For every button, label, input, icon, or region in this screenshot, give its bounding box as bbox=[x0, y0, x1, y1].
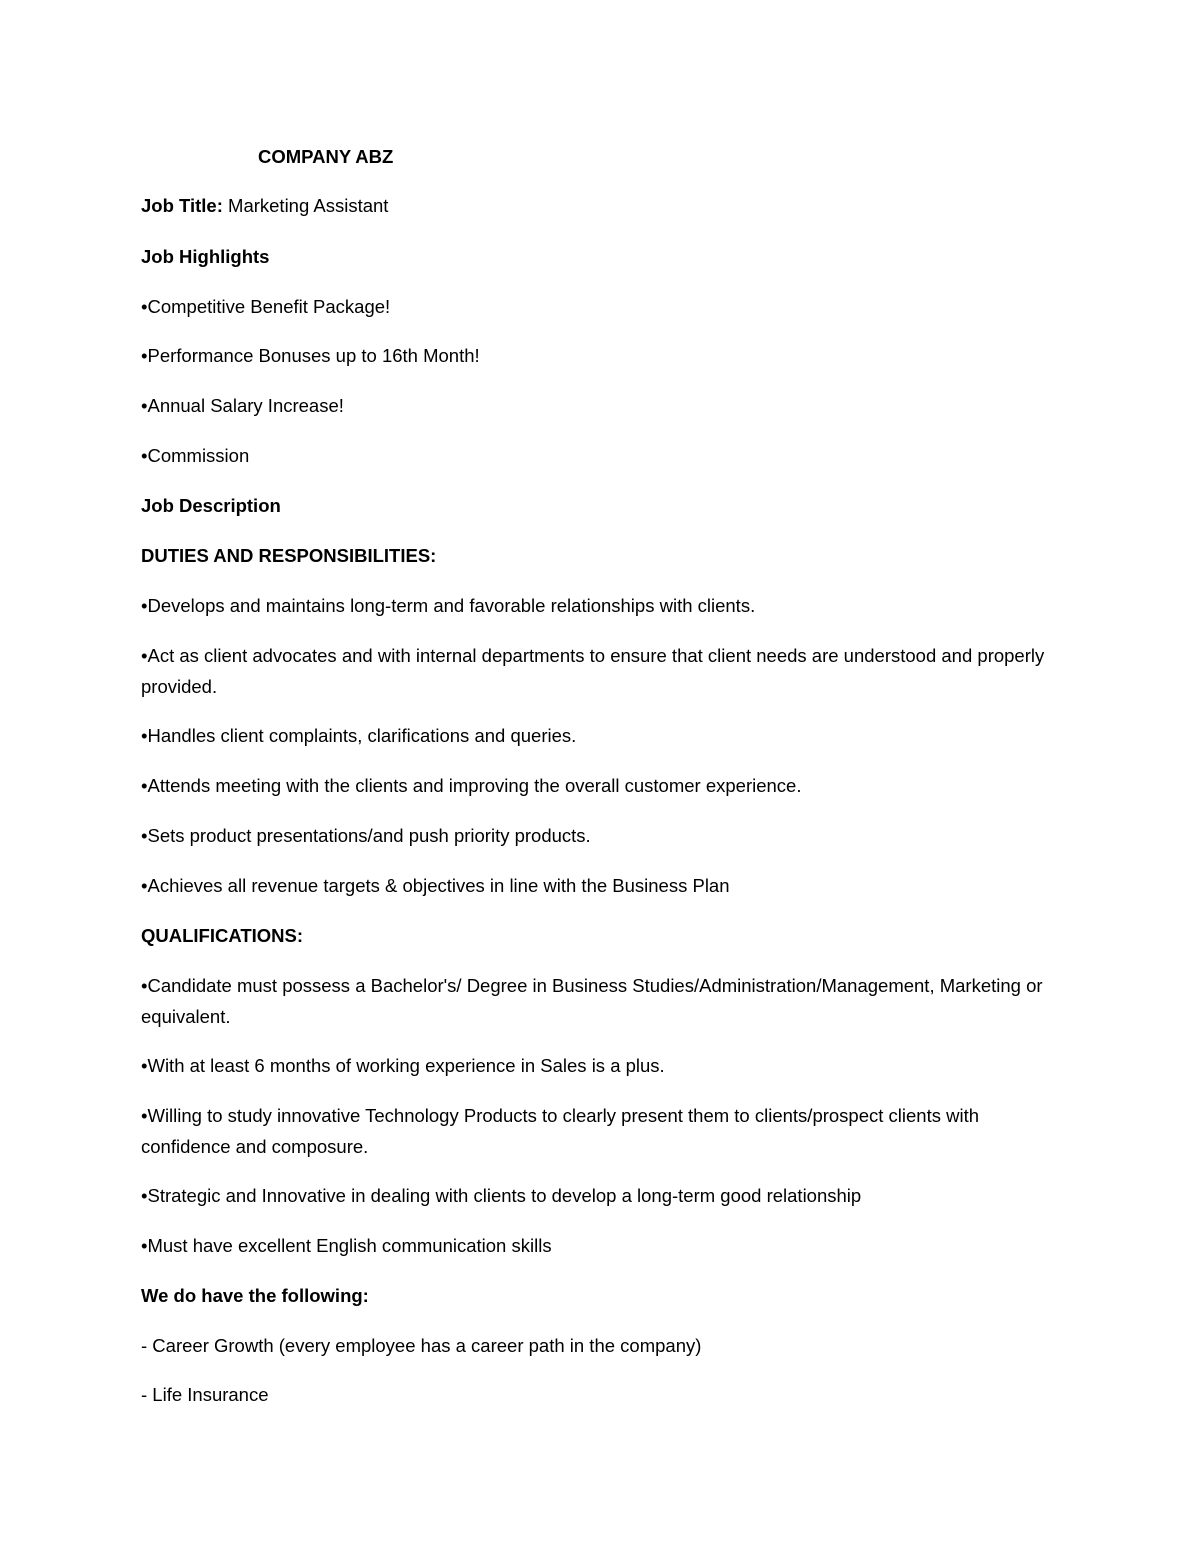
duties-heading: DUTIES AND RESPONSIBILITIES: bbox=[141, 545, 437, 566]
job-title-value: Marketing Assistant bbox=[228, 195, 389, 216]
qualification-item: •Strategic and Innovative in dealing with clients to develop a long-term good relationship bbox=[141, 1185, 862, 1206]
benefits-heading: We do have the following: bbox=[141, 1285, 369, 1306]
qualification-item: •Candidate must possess a Bachelor's/ Degree in Business Studies/Administration/Management, Marketing or equivalent. bbox=[141, 975, 1043, 1027]
duty-item: •Attends meeting with the clients and improving the overall customer experience. bbox=[141, 775, 802, 796]
job-title-label: Job Title: bbox=[141, 195, 223, 216]
benefit-item: - Career Growth (every employee has a career path in the company) bbox=[141, 1335, 702, 1356]
highlight-item: •Competitive Benefit Package! bbox=[141, 296, 391, 317]
job-highlights-heading: Job Highlights bbox=[141, 246, 270, 267]
duty-item: •Develops and maintains long-term and favorable relationships with clients. bbox=[141, 595, 756, 616]
highlight-item: •Commission bbox=[141, 445, 250, 466]
job-title-line bbox=[141, 195, 388, 217]
qualification-item: •With at least 6 months of working experience in Sales is a plus. bbox=[141, 1055, 665, 1076]
highlight-item: •Annual Salary Increase! bbox=[141, 395, 344, 416]
duty-item: •Achieves all revenue targets & objectives in line with the Business Plan bbox=[141, 875, 730, 896]
job-description-heading: Job Description bbox=[141, 495, 281, 516]
qualification-item: •Must have excellent English communication skills bbox=[141, 1235, 552, 1256]
qualification-item: •Willing to study innovative Technology Products to clearly present them to clients/prospect clients with confidence and composure. bbox=[141, 1105, 980, 1157]
duty-item: •Sets product presentations/and push priority products. bbox=[141, 825, 591, 846]
highlight-item: •Performance Bonuses up to 16th Month! bbox=[141, 345, 480, 366]
duty-item: •Handles client complaints, clarifications and queries. bbox=[141, 725, 577, 746]
duty-item: •Act as client advocates and with internal departments to ensure that client needs are understood and properly provided. bbox=[141, 645, 1045, 697]
company-name: COMPANY ABZ bbox=[258, 146, 394, 167]
benefit-item: - Life Insurance bbox=[141, 1384, 269, 1405]
qualifications-heading: QUALIFICATIONS: bbox=[141, 925, 304, 946]
